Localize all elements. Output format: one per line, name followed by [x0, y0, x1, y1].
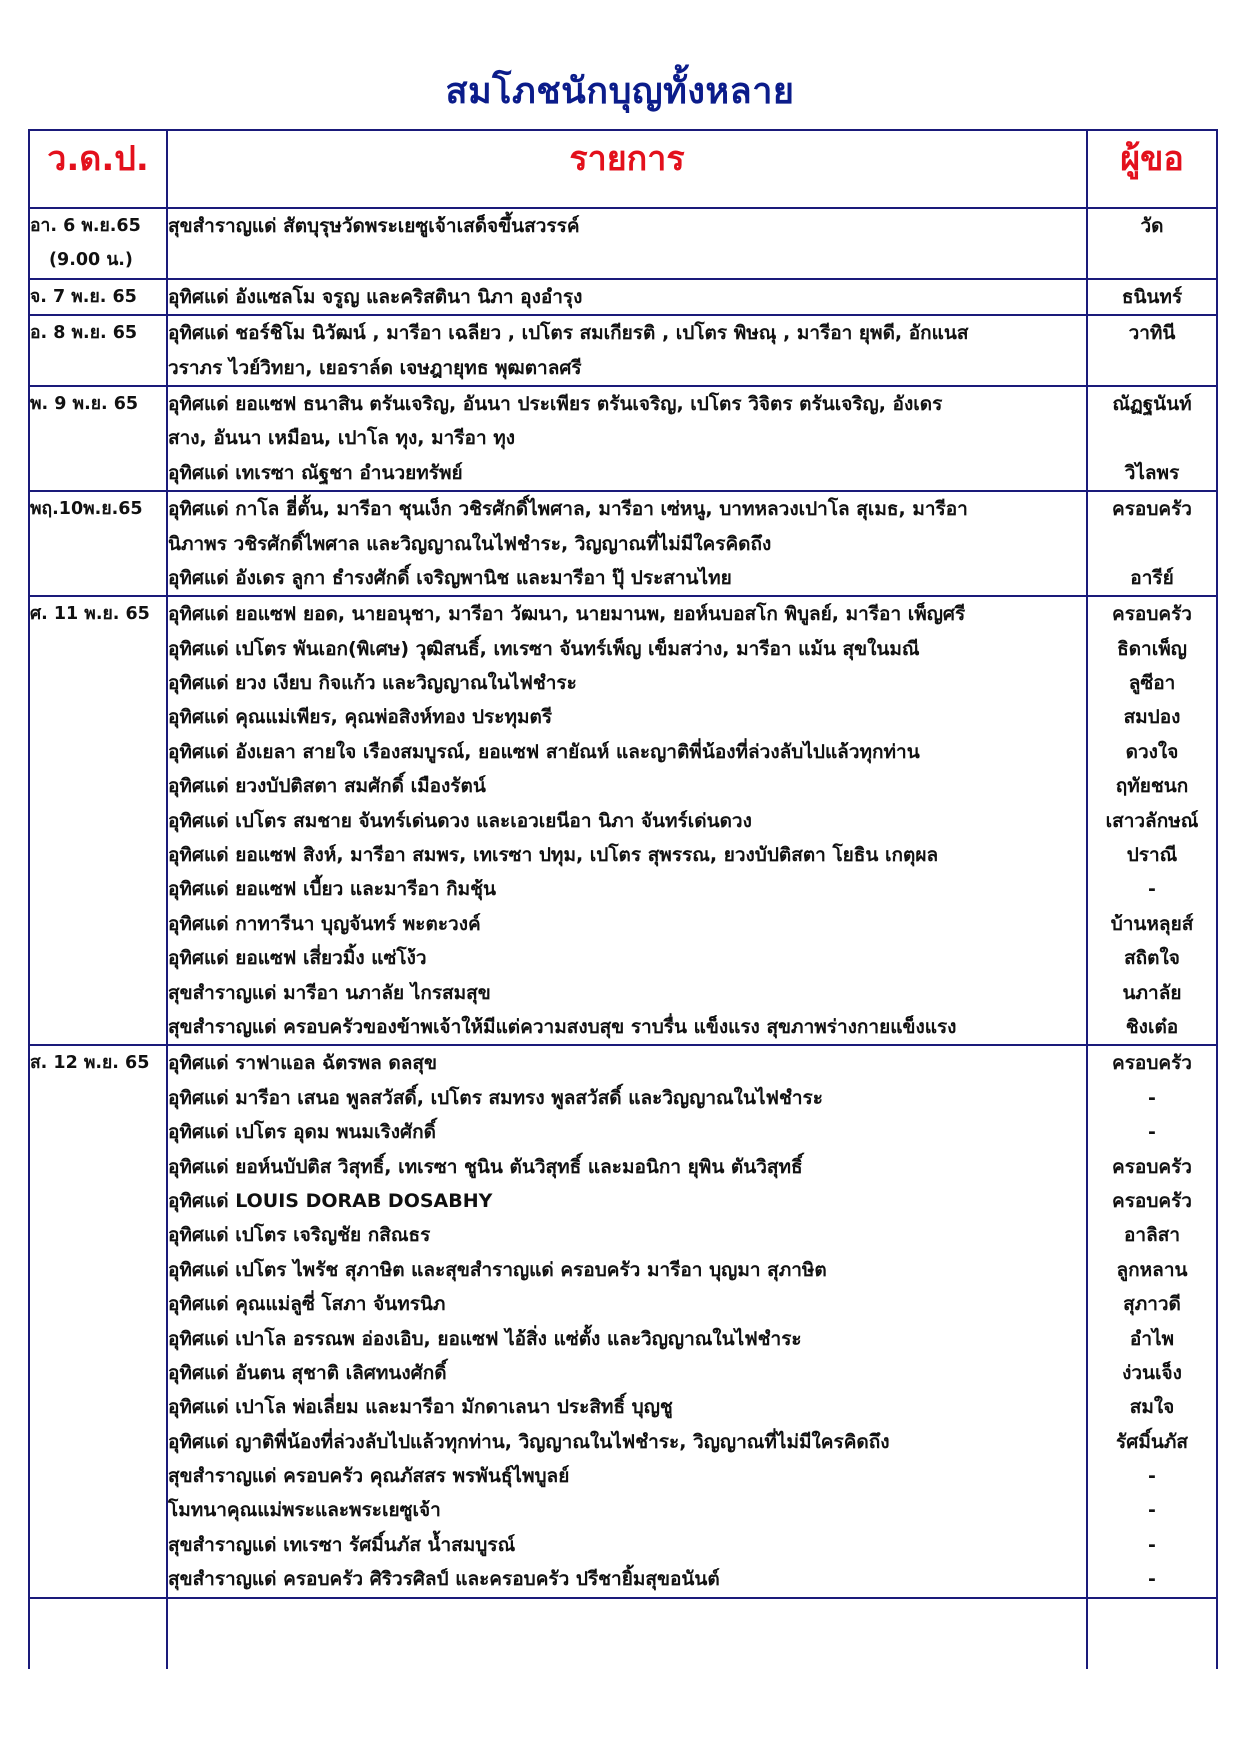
requester-name: อารีย์	[1130, 566, 1174, 589]
requester-name: สถิตใจ	[1124, 947, 1180, 970]
date-text: จ. 7 พ.ย. 65	[30, 286, 137, 307]
requester-name: ธนินทร์	[1121, 285, 1183, 308]
requester-name: ครอบครัว	[1112, 1052, 1192, 1075]
requester-name: -	[1148, 878, 1156, 901]
intention-line	[168, 243, 1086, 277]
table-row	[29, 208, 1217, 279]
intention-line: อุทิศแด่ LOUIS DORAB DOSABHY	[168, 1189, 493, 1212]
date-text: พฤ.10พ.ย.65	[30, 499, 143, 520]
intention-line: อุทิศแด่ ยอแซฟ เสี่ยวมิ้ง แซ่โง้ว	[168, 947, 427, 970]
intention-line: อุทิศแด่ เปโตร สมชาย จันทร์เด่นดวง และเอวเยนีอา นิภา จันทร์เด่นดวง	[168, 809, 752, 832]
intention-cell	[167, 208, 1087, 279]
requester-name: ดวงใจ	[1125, 740, 1179, 763]
date-time-text: (9.00 น.)	[49, 250, 133, 271]
intention-line: อุทิศแด่ คุณแม่ลูซี่ โสภา จันทรนิภ	[168, 1293, 446, 1316]
intention-cell	[167, 386, 1087, 491]
requester-name: นภาลัย	[1122, 981, 1182, 1004]
requester-name	[1088, 527, 1216, 561]
table-row	[29, 1045, 1217, 1597]
empty-cell	[167, 1598, 1087, 1669]
requester-name: รัศมิ์นภัส	[1116, 1430, 1188, 1453]
date-text: พ. 9 พ.ย. 65	[30, 393, 139, 414]
intention-line: อุทิศแด่ ยอห์นบัปติส วิสุทธิ์, เทเรซา ชูนิน ตันวิสุทธิ์ และมอนิกา ยุพิน ตันวิสุทธิ์	[168, 1155, 803, 1178]
intention-line: โมทนาคุณแม่พระและพระเยซูเจ้า	[168, 1499, 441, 1522]
requester-name	[1088, 351, 1216, 385]
requester-cell	[1087, 491, 1217, 596]
intention-line: อุทิศแด่ ยวงบัปติสตา สมศักดิ์ เมืองรัตน์	[168, 775, 486, 798]
requester-name: -	[1148, 1568, 1156, 1591]
date-cell	[29, 315, 167, 386]
intention-line: อุทิศแด่ กาโล ฮี่ตั้น, มารีอา ชุนเง็ก วชิรศักดิ์ไพศาล, มารีอา เซ่หนู, บาทหลวงเปาโล สุเมธ, มารีอา	[168, 498, 968, 521]
date-cell	[29, 208, 167, 279]
table-header-row	[29, 130, 1217, 208]
intention-line: อุทิศแด่ เปโตร ไพรัช สุภาษิต และสุขสำราญแด่ ครอบครัว มารีอา บุญมา สุภาษิต	[168, 1258, 827, 1281]
requester-name: เสาวลักษณ์	[1105, 809, 1199, 832]
requester-cell	[1087, 315, 1217, 386]
requester-name: ลูกหลาน	[1116, 1258, 1188, 1281]
intention-line: อุทิศแด่ ยอแซฟ เบี้ยว และมารีอา กิมชุ้น	[168, 878, 497, 901]
table-row	[29, 491, 1217, 596]
intention-line: อุทิศแด่ ยอแซฟ ยอด, นายอนุชา, มารีอา วัฒนา, นายมานพ, ยอห์นบอสโก พิบูลย์, มารีอา เพ็ญศรี	[168, 603, 966, 626]
requester-name: สมใจ	[1129, 1396, 1175, 1419]
header-requester: ผู้ขอ	[1087, 130, 1217, 208]
requester-name: -	[1148, 1499, 1156, 1522]
intention-line: นิภาพร วชิรศักดิ์ไพศาล และวิญญาณในไฟชำระ, วิญญาณที่ไม่มีใครคิดถึง	[168, 532, 772, 555]
intention-line: วราภร ไวย์วิทยา, เยอราล์ด เจษฎายุทธ พุฒตาลศรี	[168, 356, 582, 379]
requester-name: ครอบครัว	[1112, 603, 1192, 626]
date-text: อ. 8 พ.ย. 65	[30, 323, 138, 344]
intention-line: สุขสำราญแด่ เทเรซา รัศมิ์นภัส น้ำสมบูรณ์	[168, 1533, 516, 1556]
intention-line: อุทิศแด่ เปโตร พันเอก(พิเศษ) วุฒิสนธิ์, เทเรซา จันทร์เพ็ญ เข็มสว่าง, มารีอา แม้น สุขในมณี	[168, 637, 920, 660]
intention-line: สุขสำราญแด่ ครอบครัว คุณภัสสร พรพันธุ์ไพบูลย์	[168, 1465, 570, 1488]
intention-line: สาง, อันนา เหมือน, เปาโล ทุง, มารีอา ทุง	[168, 427, 516, 450]
requester-cell	[1087, 279, 1217, 315]
requester-name	[1088, 243, 1216, 277]
table-body	[29, 208, 1217, 1598]
date-text: ศ. 11 พ.ย. 65	[30, 604, 150, 625]
table-row	[29, 386, 1217, 491]
date-cell	[29, 1045, 167, 1597]
intention-line: อุทิศแด่ อันตน สุชาติ เลิศทนงศักดิ์	[168, 1361, 447, 1384]
requester-cell	[1087, 208, 1217, 279]
requester-name: สมปอง	[1123, 706, 1181, 729]
intention-line: อุทิศแด่ ยอแซฟ สิงห์, มารีอา สมพร, เทเรซา ปทุม, เปโตร สุพรรณ, ยวงบัปติสตา โยธิน เกตุผล	[168, 844, 939, 867]
intention-line: สุขสำราญแด่ มารีอา นภาลัย ไกรสมสุข	[168, 981, 491, 1004]
requester-name: ปราณี	[1126, 844, 1178, 867]
intention-line: อุทิศแด่ เปาโล พ่อเลี่ยม และมารีอา มักดาเลนา ประสิทธิ์ บุญชู	[168, 1396, 673, 1419]
intention-line: อุทิศแด่ เปาโล อรรณพ อ่องเอิบ, ยอแซฟ ไอ้สิ่ง แซ่ตั้ง และวิญญาณในไฟชำระ	[168, 1327, 802, 1350]
intention-line: อุทิศแด่ เปโตร อุดม พนมเริงศักดิ์	[168, 1121, 436, 1144]
requester-name: ครอบครัว	[1112, 1155, 1192, 1178]
intention-line: สุขสำราญแด่ ครอบครัวของข้าพเจ้าให้มีแต่ความสงบสุข ราบรื่น แข็งแรง สุขภาพร่างกายแข็งแรง	[168, 1015, 957, 1038]
requester-name: ครอบครัว	[1112, 498, 1192, 521]
intention-line: อุทิศแด่ อังแซลโม จรูญ และคริสตินา นิภา อุงอำรุง	[168, 285, 583, 308]
requester-name: วิไลพร	[1124, 461, 1180, 484]
requester-name	[1088, 421, 1216, 455]
requester-name: -	[1148, 1086, 1156, 1109]
intention-line: อุทิศแด่ อังเยลา สายใจ เรืองสมบูรณ์, ยอแซฟ สายัณห์ และญาติพี่น้องที่ล่วงลับไปแล้วทุกท่าน	[168, 740, 920, 763]
requester-name: ลูซีอา	[1128, 672, 1176, 695]
requester-name: ชิงเต๋อ	[1125, 1015, 1179, 1038]
intention-line: อุทิศแด่ ยอแซฟ ธนาสิน ตรันเจริญ, อันนา ประเพียร ตรันเจริญ, เปโตร วิจิตร ตรันเจริญ, อังเดร	[168, 392, 943, 415]
header-list: รายการ	[167, 130, 1087, 208]
intention-line: อุทิศแด่ ราฟาแอล ฉัตรพล ดลสุข	[168, 1052, 437, 1075]
date-cell	[29, 279, 167, 315]
requester-name: -	[1148, 1121, 1156, 1144]
intention-line: อุทิศแด่ ญาติพี่น้องที่ล่วงลับไปแล้วทุกท่าน, วิญญาณในไฟชำระ, วิญญาณที่ไม่มีใครคิดถึง	[168, 1430, 890, 1453]
empty-cell	[29, 1598, 167, 1669]
intention-line: อุทิศแด่ เทเรซา ณัฐชา อำนวยทรัพย์	[168, 461, 463, 484]
requester-name: สุภาวดี	[1123, 1293, 1181, 1316]
intention-cell	[167, 1045, 1087, 1597]
requester-cell	[1087, 1045, 1217, 1597]
intention-line: อุทิศแด่ ยวง เงียบ กิจแก้ว และวิญญาณในไฟชำระ	[168, 672, 577, 695]
table-row	[29, 279, 1217, 315]
intention-cell	[167, 315, 1087, 386]
requester-name: ธิดาเพ็ญ	[1117, 637, 1187, 660]
table-row	[29, 596, 1217, 1045]
intention-line: สุขสำราญแด่ สัตบุรุษวัดพระเยซูเจ้าเสด็จขึ้นสวรรค์	[168, 215, 580, 237]
intention-cell	[167, 491, 1087, 596]
date-cell	[29, 386, 167, 491]
requester-cell	[1087, 386, 1217, 491]
header-date: ว.ด.ป.	[29, 130, 167, 208]
date-cell	[29, 491, 167, 596]
date-text: ส. 12 พ.ย. 65	[30, 1053, 150, 1074]
empty-continuation-row	[29, 1598, 1217, 1669]
intention-cell	[167, 596, 1087, 1045]
requester-name: อำไพ	[1129, 1327, 1175, 1350]
requester-name: -	[1148, 1533, 1156, 1556]
requester-name: ง่วนเจ็ง	[1122, 1361, 1182, 1384]
mass-intention-table	[28, 129, 1218, 1669]
intention-line: อุทิศแด่ กาทารีนา บุญจันทร์ พะตะวงค์	[168, 912, 481, 935]
intention-line: อุทิศแด่ อังเดร ลูกา ธำรงศักดิ์ เจริญพานิช และมารีอา ปุ๊ ประสานไทย	[168, 566, 732, 589]
requester-name: ณัฏฐนันท์	[1112, 392, 1192, 415]
intention-cell	[167, 279, 1087, 315]
intention-line: อุทิศแด่ ชอร์ชิโม นิวัฒน์ , มารีอา เฉลียว , เปโตร สมเกียรติ , เปโตร พิษณุ , มารีอา ยุพดี, อักแนส	[168, 322, 969, 345]
requester-name: อาลิสา	[1124, 1224, 1180, 1247]
requester-name: ครอบครัว	[1112, 1189, 1192, 1212]
requester-cell	[1087, 596, 1217, 1045]
intention-line: อุทิศแด่ มารีอา เสนอ พูลสวัสดิ์, เปโตร สมทรง พูลสวัสดิ์ และวิญญาณในไฟชำระ	[168, 1086, 823, 1109]
empty-cell	[1087, 1598, 1217, 1669]
date-cell	[29, 596, 167, 1045]
intention-line: สุขสำราญแด่ ครอบครัว ศิริวรศิลป์ และครอบครัว ปรีชายิ้มสุขอนันต์	[168, 1568, 720, 1591]
intention-line: อุทิศแด่ เปโตร เจริญชัย กสิณธร	[168, 1224, 431, 1247]
requester-name: วัด	[1140, 215, 1164, 237]
page-title: สมโภชนักบุญทั้งหลาย	[445, 71, 795, 112]
intention-line: อุทิศแด่ คุณแม่เพียร, คุณพ่อสิงห์ทอง ประทุมตรี	[168, 706, 553, 729]
requester-name: -	[1148, 1465, 1156, 1488]
requester-name: ฤทัยชนก	[1115, 775, 1189, 798]
requester-name: บ้านหลุยส์	[1110, 912, 1194, 935]
date-text: อา. 6 พ.ย.65	[30, 216, 141, 236]
table-row	[29, 315, 1217, 386]
requester-name: วาทินี	[1128, 322, 1176, 345]
